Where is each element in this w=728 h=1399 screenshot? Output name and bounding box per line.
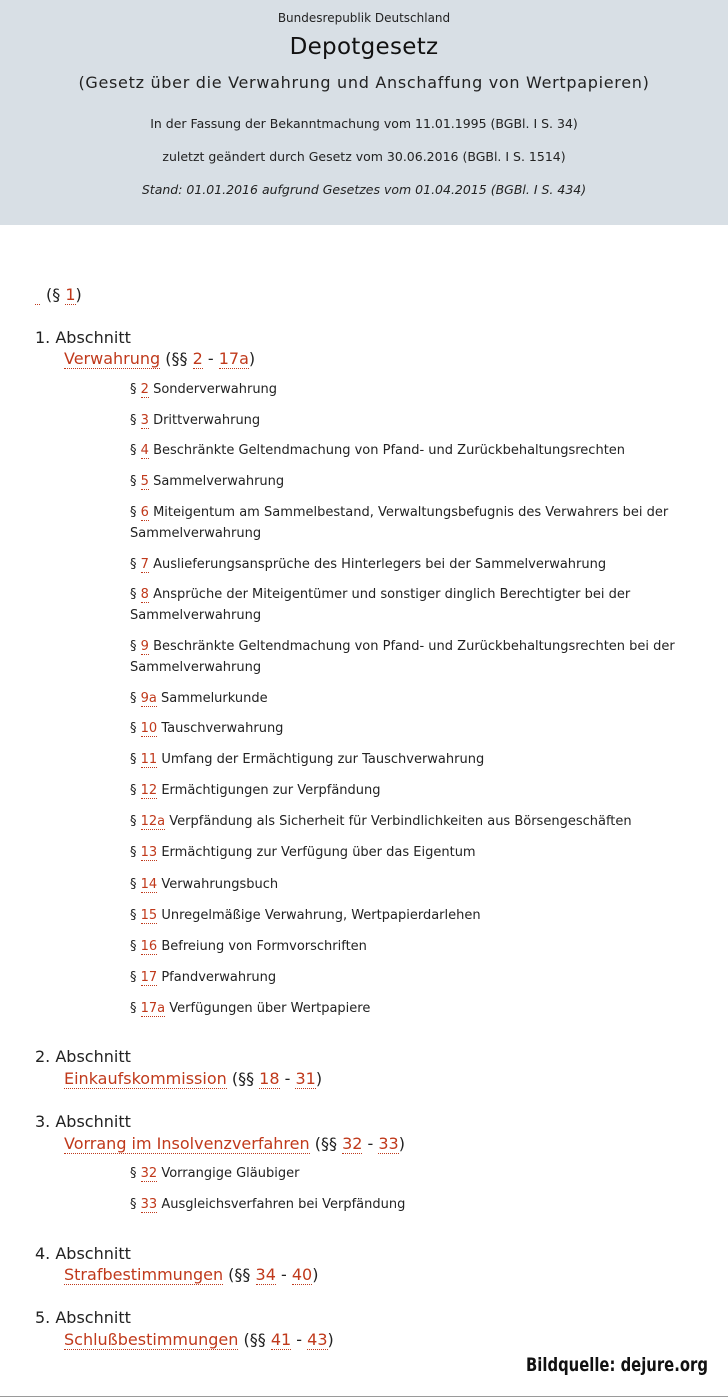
paragraph-link[interactable]: 8	[140, 587, 149, 602]
section-heading: Strafbestimmungen (§§ 34 - 40)	[64, 1265, 319, 1284]
paragraph-entry: § 3 Drittverwahrung	[130, 413, 261, 428]
section-title-link[interactable]: Einkaufskommission	[64, 1069, 227, 1088]
paragraph-link[interactable]: 12	[140, 783, 158, 798]
paragraph-entry: § 12a Verpfändung als Sicherheit für Verbindlichkeiten aus Börsengeschäften	[130, 814, 632, 829]
paragraph-title: Verpfändung als Sicherheit für Verbindlichkeiten aus Börsengeschäften	[169, 814, 632, 829]
paragraph-link[interactable]: 12a	[140, 814, 166, 829]
section-to-link[interactable]: 43	[307, 1330, 328, 1349]
image-source-caption: Bildquelle: dejure.org	[526, 1354, 708, 1376]
section-to-link[interactable]: 17a	[218, 349, 249, 368]
section-label: 3. Abschnitt	[35, 1112, 131, 1131]
paragraph-title: Verwahrungsbuch	[161, 877, 279, 892]
paragraph-link[interactable]: 9	[140, 639, 149, 654]
status-info: Stand: 01.01.2016 aufgrund Gesetzes vom 01.04.2015 (BGBl. I S. 434)	[141, 182, 587, 197]
paragraph-title: Unregelmäßige Verwahrung, Wertpapierdarlehen	[161, 908, 481, 923]
paragraph-title: Beschränkte Geltendmachung von Pfand- und Zurückbehaltungsrechten	[153, 443, 626, 458]
last-amended-info: zuletzt geändert durch Gesetz vom 30.06.2016 (BGBl. I S. 1514)	[162, 149, 566, 164]
section-from-link[interactable]: 18	[259, 1069, 280, 1088]
section-heading: Einkaufskommission (§§ 18 - 31)	[64, 1069, 323, 1088]
paragraph-link[interactable]: 16	[140, 939, 158, 954]
preamble-close: )	[75, 285, 82, 304]
paragraph-title: Vorrangige Gläubiger	[161, 1166, 300, 1181]
paragraph-title: Drittverwahrung	[153, 413, 261, 428]
paragraph-link[interactable]: 32	[140, 1166, 158, 1181]
paragraph-entry: § 10 Tauschverwahrung	[130, 721, 284, 736]
paragraph-entry: § 5 Sammelverwahrung	[130, 474, 285, 489]
paragraph-link[interactable]: 15	[140, 908, 158, 923]
preamble-open: (§	[46, 285, 66, 304]
section-label: 5. Abschnitt	[35, 1308, 131, 1327]
paragraph-entry: § 8 Ansprüche der Miteigentümer und sonstiger dinglich Berechtigter bei der Sammelverwahrung	[130, 587, 631, 623]
paragraph-entry: § 11 Umfang der Ermächtigung zur Tauschverwahrung	[130, 752, 485, 767]
section-from-link[interactable]: 41	[270, 1330, 292, 1349]
paragraph-title: Ermächtigung zur Verfügung über das Eigentum	[161, 845, 476, 860]
law-subtitle: (Gesetz über die Verwahrung und Anschaffung von Wertpapieren)	[78, 73, 650, 92]
country-label: Bundesrepublik Deutschland	[277, 11, 451, 25]
law-title: Depotgesetz	[289, 34, 439, 60]
paragraph-title: Umfang der Ermächtigung zur Tauschverwahrung	[161, 752, 485, 767]
paragraph-title: Beschränkte Geltendmachung von Pfand- und Zurückbehaltungsrechten bei der Sammelverwahrung	[130, 639, 675, 675]
section-title-link[interactable]: Schlußbestimmungen	[64, 1330, 239, 1349]
section-title-link[interactable]: Strafbestimmungen	[64, 1265, 224, 1284]
paragraph-link[interactable]: 17	[140, 970, 158, 985]
paragraph-entry: § 6 Miteigentum am Sammelbestand, Verwaltungsbefugnis des Verwahrers bei der Sammelverwahrung	[130, 505, 669, 541]
paragraph-title: Sonderverwahrung	[153, 382, 278, 397]
paragraph-entry: § 16 Befreiung von Formvorschriften	[130, 939, 367, 954]
section-heading: Schlußbestimmungen (§§ 41 - 43)	[64, 1330, 334, 1349]
paragraph-link[interactable]: 9a	[140, 691, 157, 706]
bottom-divider	[0, 1396, 728, 1397]
section-heading: Verwahrung (§§ 2 - 17a)	[64, 349, 256, 368]
document-header	[0, 0, 728, 225]
paragraph-entry: § 17 Pfandverwahrung	[130, 970, 277, 985]
paragraph-title: Ansprüche der Miteigentümer und sonstiger dinglich Berechtigter bei der Sammelverwahrung	[130, 587, 631, 623]
paragraph-title: Ausgleichsverfahren bei Verpfändung	[161, 1197, 406, 1212]
paragraph-title: Sammelurkunde	[161, 691, 268, 706]
section-to-link[interactable]: 33	[378, 1134, 399, 1153]
paragraph-title: Tauschverwahrung	[161, 721, 284, 736]
paragraph-entry: § 13 Ermächtigung zur Verfügung über das Eigentum	[130, 845, 476, 860]
section-to-link[interactable]: 40	[291, 1265, 313, 1284]
paragraph-title: Ermächtigungen zur Verpfändung	[161, 783, 381, 798]
paragraph-link[interactable]: 13	[140, 845, 158, 860]
paragraph-link[interactable]: 7	[140, 557, 149, 572]
section-label: 4. Abschnitt	[35, 1244, 131, 1263]
paragraph-link[interactable]: 4	[140, 443, 149, 458]
paragraph-link[interactable]: 10	[140, 721, 158, 736]
section-from-link[interactable]: 2	[192, 349, 203, 368]
section-title-link[interactable]: Verwahrung	[64, 349, 161, 368]
paragraph-link[interactable]: 17a	[140, 1001, 166, 1016]
paragraph-entry: § 7 Auslieferungsansprüche des Hinterlegers bei der Sammelverwahrung	[130, 557, 607, 572]
section-heading: Vorrang im Insolvenzverfahren (§§ 32 - 33)	[64, 1134, 405, 1153]
paragraph-entry: § 32 Vorrangige Gläubiger	[130, 1166, 300, 1181]
paragraph-entry: § 17a Verfügungen über Wertpapiere	[130, 1001, 371, 1016]
paragraph-entry: § 15 Unregelmäßige Verwahrung, Wertpapierdarlehen	[130, 908, 481, 923]
paragraph-link[interactable]: 33	[140, 1197, 158, 1212]
paragraph-entry: § 9 Beschränkte Geltendmachung von Pfand- und Zurückbehaltungsrechten bei der Sammelverwahrung	[130, 639, 675, 675]
section-from-link[interactable]: 32	[342, 1134, 363, 1153]
paragraph-entry: § 4 Beschränkte Geltendmachung von Pfand- und Zurückbehaltungsrechten	[130, 443, 626, 458]
paragraph-title: Befreiung von Formvorschriften	[161, 939, 367, 954]
paragraph-link[interactable]: 14	[140, 877, 158, 892]
section-label: 1. Abschnitt	[35, 328, 131, 347]
section-label: 2. Abschnitt	[35, 1047, 131, 1066]
paragraph-title: Auslieferungsansprüche des Hinterlegers bei der Sammelverwahrung	[153, 557, 607, 572]
section-to-link[interactable]: 31	[295, 1069, 316, 1088]
paragraph-entry: § 12 Ermächtigungen zur Verpfändung	[130, 783, 381, 798]
paragraph-link[interactable]: 6	[140, 505, 149, 520]
paragraph-link[interactable]: 5	[140, 474, 149, 489]
paragraph-title: Sammelverwahrung	[153, 474, 285, 489]
publication-info: In der Fassung der Bekanntmachung vom 11.01.1995 (BGBl. I S. 34)	[150, 116, 578, 131]
paragraph-link[interactable]: 11	[140, 752, 158, 767]
paragraph-title: Miteigentum am Sammelbestand, Verwaltungsbefugnis des Verwahrers bei der Sammelverwahrung	[130, 505, 669, 541]
paragraph-entry: § 9a Sammelurkunde	[130, 691, 268, 706]
section-from-link[interactable]: 34	[255, 1265, 276, 1284]
paragraph-entry: § 2 Sonderverwahrung	[130, 382, 278, 397]
section-title-link[interactable]: Vorrang im Insolvenzverfahren	[64, 1134, 310, 1153]
preamble-entry	[35, 285, 82, 305]
paragraph-entry: § 33 Ausgleichsverfahren bei Verpfändung	[130, 1197, 406, 1212]
paragraph-link[interactable]: 2	[140, 382, 149, 397]
paragraph-title: Verfügungen über Wertpapiere	[169, 1001, 371, 1016]
paragraph-title: Pfandverwahrung	[161, 970, 277, 985]
preamble-para-link[interactable]: 1	[65, 285, 76, 304]
paragraph-link[interactable]: 3	[140, 413, 149, 428]
paragraph-entry: § 14 Verwahrungsbuch	[130, 877, 279, 892]
preamble-link[interactable]	[35, 290, 40, 305]
